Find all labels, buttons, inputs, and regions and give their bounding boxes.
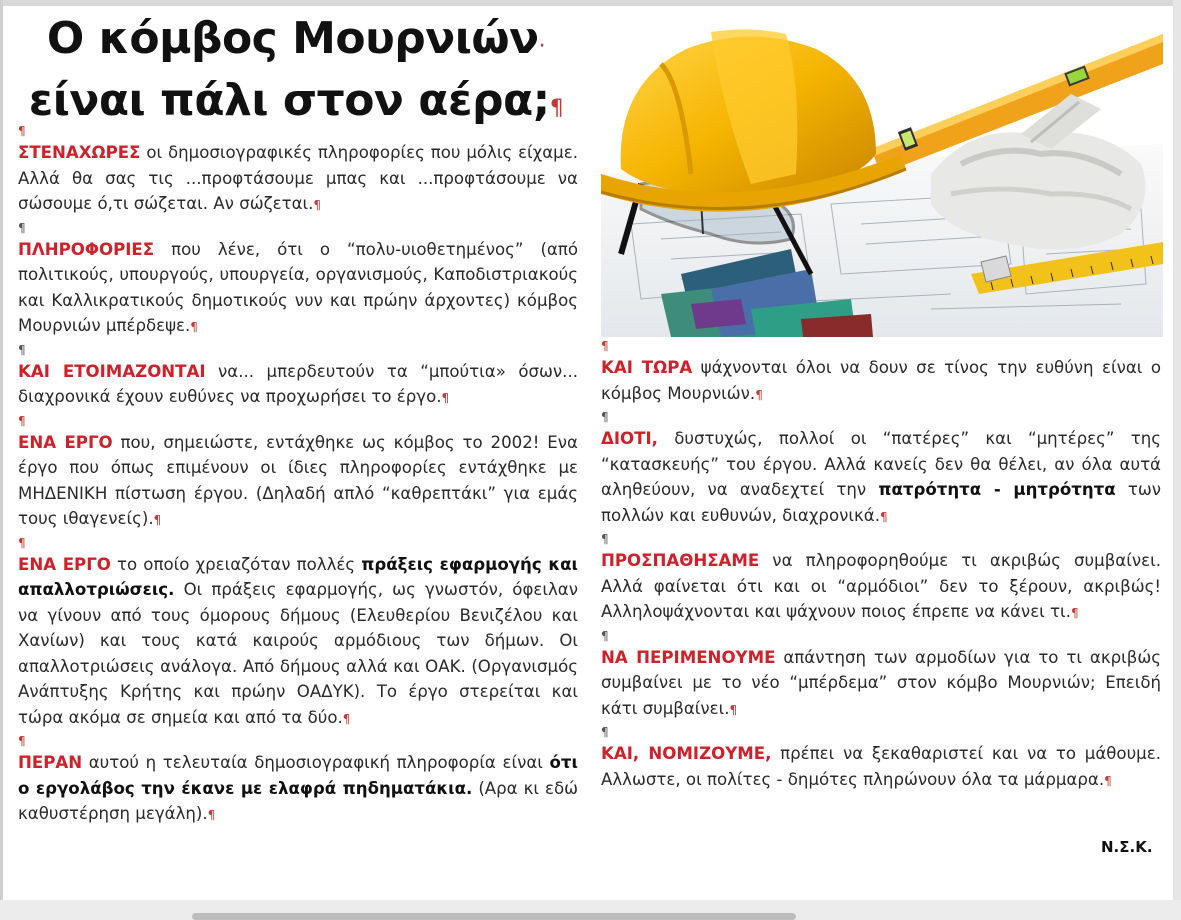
right-column	[601, 337, 1161, 794]
pilcrow-mark: ¶	[1104, 773, 1112, 788]
pilcrow-mark: ¶	[1070, 606, 1079, 620]
paragraph-6	[18, 750, 578, 829]
paragraph-emphasis: πατρότητα - μητρότητα	[878, 480, 1116, 499]
paragraph-lead: ΠΛΗΡΟΦΟΡΙΕΣ	[18, 239, 155, 259]
paragraph-text: που, σημειώστε, εντάχθηκε ως κόμβος το 2002! Ενα έργο που όπως επιμένουν οι ίδιες πληροφορίες εντάχθηκε με ΜΗΔΕΝΙΚΗ πίστωση έργου. (Δηλαδή απλό “καθρεπτάκι” για εμάς τους ιθαγενείς).	[18, 432, 578, 528]
pilcrow-mark: ¶	[190, 320, 198, 334]
pilcrow-mark: ¶	[601, 725, 609, 739]
paragraph-text: να πληροφορηθούμε τι ακριβώς συμβαίνει. Αλλά φαίνεται ότι και οι “αρμόδιοι” δεν το ξέρουν, ακριβώς! Αλληλοψάχνονται και ψάχνουν ποιος έπρεπε να κάνει τι.	[601, 551, 1161, 621]
title-line-2: είναι πάλι στον αέρα;¶	[28, 75, 564, 126]
pilcrow-mark: ¶	[153, 513, 162, 527]
title-dot: ·	[538, 34, 546, 59]
pilcrow-mark: ¶	[601, 532, 609, 546]
paragraph-text: (Αρα κι εδώ καθυστέρηση μεγάλη).	[18, 778, 578, 823]
pilcrow-mark: ¶	[313, 198, 322, 212]
paragraph-lead: ΚΑΙ ΕΤΟΙΜΑΖΟΝΤΑΙ	[18, 361, 206, 381]
paragraph-2	[18, 237, 578, 341]
paragraph-text: πρέπει να ξεκαθαριστεί και να το μάθουμε. Αλλωστε, οι πολίτες - δημότες πληρώνουν όλα τα μάρμαρα.	[601, 744, 1161, 789]
paragraph-7	[601, 355, 1161, 408]
paragraph-text: να... μπερδευτούν τα “μπούτια» όσων... διαχρονικά έχουν ευθύνες να προχωρήσει το έργο.	[18, 361, 578, 406]
paragraph-lead: ΣΤΕΝΑΧΩΡΕΣ	[18, 143, 141, 162]
horizontal-scrollbar-thumb[interactable]	[192, 913, 796, 920]
paragraph-lead: ΔΙΟΤΙ,	[601, 429, 658, 448]
paragraph-text: των πολλών και ευθυνών, διαχρονικά.	[601, 480, 1161, 525]
window-right-border	[1173, 0, 1181, 920]
construction-illustration	[601, 24, 1163, 337]
author-signature: Ν.Σ.Κ.	[1101, 838, 1153, 856]
pilcrow-mark: ¶	[880, 509, 888, 524]
paragraph-text: ψάχνονται όλοι να δουν σε τίνος την ευθύνη είναι ο κόμβος Μουρνιών.	[601, 358, 1161, 403]
paragraph-lead: ΚΑΙ, ΝΟΜΙΖΟΥΜΕ,	[601, 744, 772, 763]
article-title	[16, 12, 576, 136]
paragraph-text: Οι πράξεις εφαρμογής, ως γνωστόν, όφειλαν να γίνουν από τους όμορους δήμους (Ελευθερίου Βενιζέλου και Χανίων) και τους κατά καιρούς αρμόδιους των δήμων. Οι απαλλοτριώσεις ανάλογα. Από δήμους αλλά και ΟΑΚ. (Οργανισμός Ανάπτυξης Κρήτης και πρώην ΟΑΔΥΚ). Το έργο στερείται και τώρα ακόμα σε σημεία και από τα δύο.	[18, 580, 578, 727]
paragraph-lead: ΝΑ ΠΕΡΙΜΕΝΟΥΜΕ	[601, 647, 776, 667]
pilcrow-mark: ¶	[18, 342, 26, 357]
pilcrow-mark: ¶	[342, 711, 351, 726]
paragraph-8	[601, 426, 1161, 530]
pilcrow-mark: ¶	[755, 387, 763, 402]
paragraph-11	[601, 741, 1161, 794]
paragraph-5	[18, 552, 578, 733]
paragraph-emphasis: πράξεις εφαρμογής και απαλλοτριώσεις.	[18, 554, 578, 599]
pilcrow-mark: ¶	[207, 808, 216, 822]
pilcrow-mark: ¶	[549, 96, 564, 121]
pilcrow-mark: ¶	[441, 391, 450, 405]
window-top-border	[0, 0, 1181, 6]
pilcrow-mark: ¶	[18, 734, 26, 748]
pilcrow-mark: ¶	[18, 413, 26, 428]
paragraph-lead: ΠΕΡΑΝ	[18, 753, 83, 772]
pilcrow-mark: ¶	[18, 124, 26, 138]
paragraph-lead: ΕΝΑ ΕΡΓΟ	[18, 554, 111, 574]
construction-photo	[601, 24, 1163, 337]
paragraph-text: αυτού η τελευταία δημοσιογραφική πληροφορία είναι	[82, 753, 550, 772]
paragraph-text: το οποίο χρειαζόταν πολλές	[110, 554, 362, 574]
paragraph-9	[601, 548, 1161, 627]
title-line-1: Ο κόμβος Μουρνιών·	[46, 13, 546, 64]
paragraph-lead: ΚΑΙ ΤΩΡΑ	[601, 358, 693, 377]
pilcrow-mark: ¶	[18, 535, 26, 550]
pilcrow-mark: ¶	[729, 702, 738, 717]
paragraph-lead: ΕΝΑ ΕΡΓΟ	[18, 432, 113, 452]
paragraph-3	[18, 359, 578, 412]
paragraph-1	[18, 140, 578, 219]
window-left-border	[0, 0, 3, 920]
paragraph-10	[601, 645, 1161, 724]
paragraph-4	[18, 430, 578, 534]
paragraph-text: απάντηση των αρμοδίων για το τι ακριβώς συμβαίνει με το νέο “μπέρδεμα” στον κόμβο Μουρνιών; Επειδή κάτι συμβαίνει.	[601, 647, 1161, 718]
left-column	[18, 122, 578, 829]
pilcrow-mark: ¶	[601, 628, 609, 643]
paragraph-lead: ΠΡΟΣΠΑΘΗΣΑΜΕ	[601, 551, 760, 570]
paragraph-emphasis: ότι ο εργολάβος την έκανε με ελαφρά πηδηματάκια.	[18, 753, 578, 798]
pilcrow-mark: ¶	[601, 339, 609, 353]
pilcrow-mark: ¶	[18, 220, 26, 235]
paragraph-text: που λένε, ότι ο “πολυ-υιοθετημένος” (από πολιτικούς, υπουργούς, υπουργεία, οργανισμούς, Καποδιστριακούς και Καλλικρατικούς δημοτικούς νυν και πρώην άρχοντες) κόμβος Μουρνιών μπέρδεψε.	[18, 239, 578, 335]
paragraph-text: οι δημοσιογραφικές πληροφορίες που μόλις είχαμε. Αλλά θα σας τις ...προφτάσουμε μπας και ...προφτάσουμε να σώσουμε ό,τι σώζεται. Αν σώζεται.	[18, 143, 578, 213]
pilcrow-mark: ¶	[601, 410, 609, 424]
paragraph-text: δυστυχώς, πολλοί οι “πατέρες” και “μητέρες” της “κατασκευής” του έργου. Αλλά κανείς δεν θα θέλει, αν όλα αυτά αληθεύουν, να αναδεχτεί την	[601, 429, 1161, 499]
